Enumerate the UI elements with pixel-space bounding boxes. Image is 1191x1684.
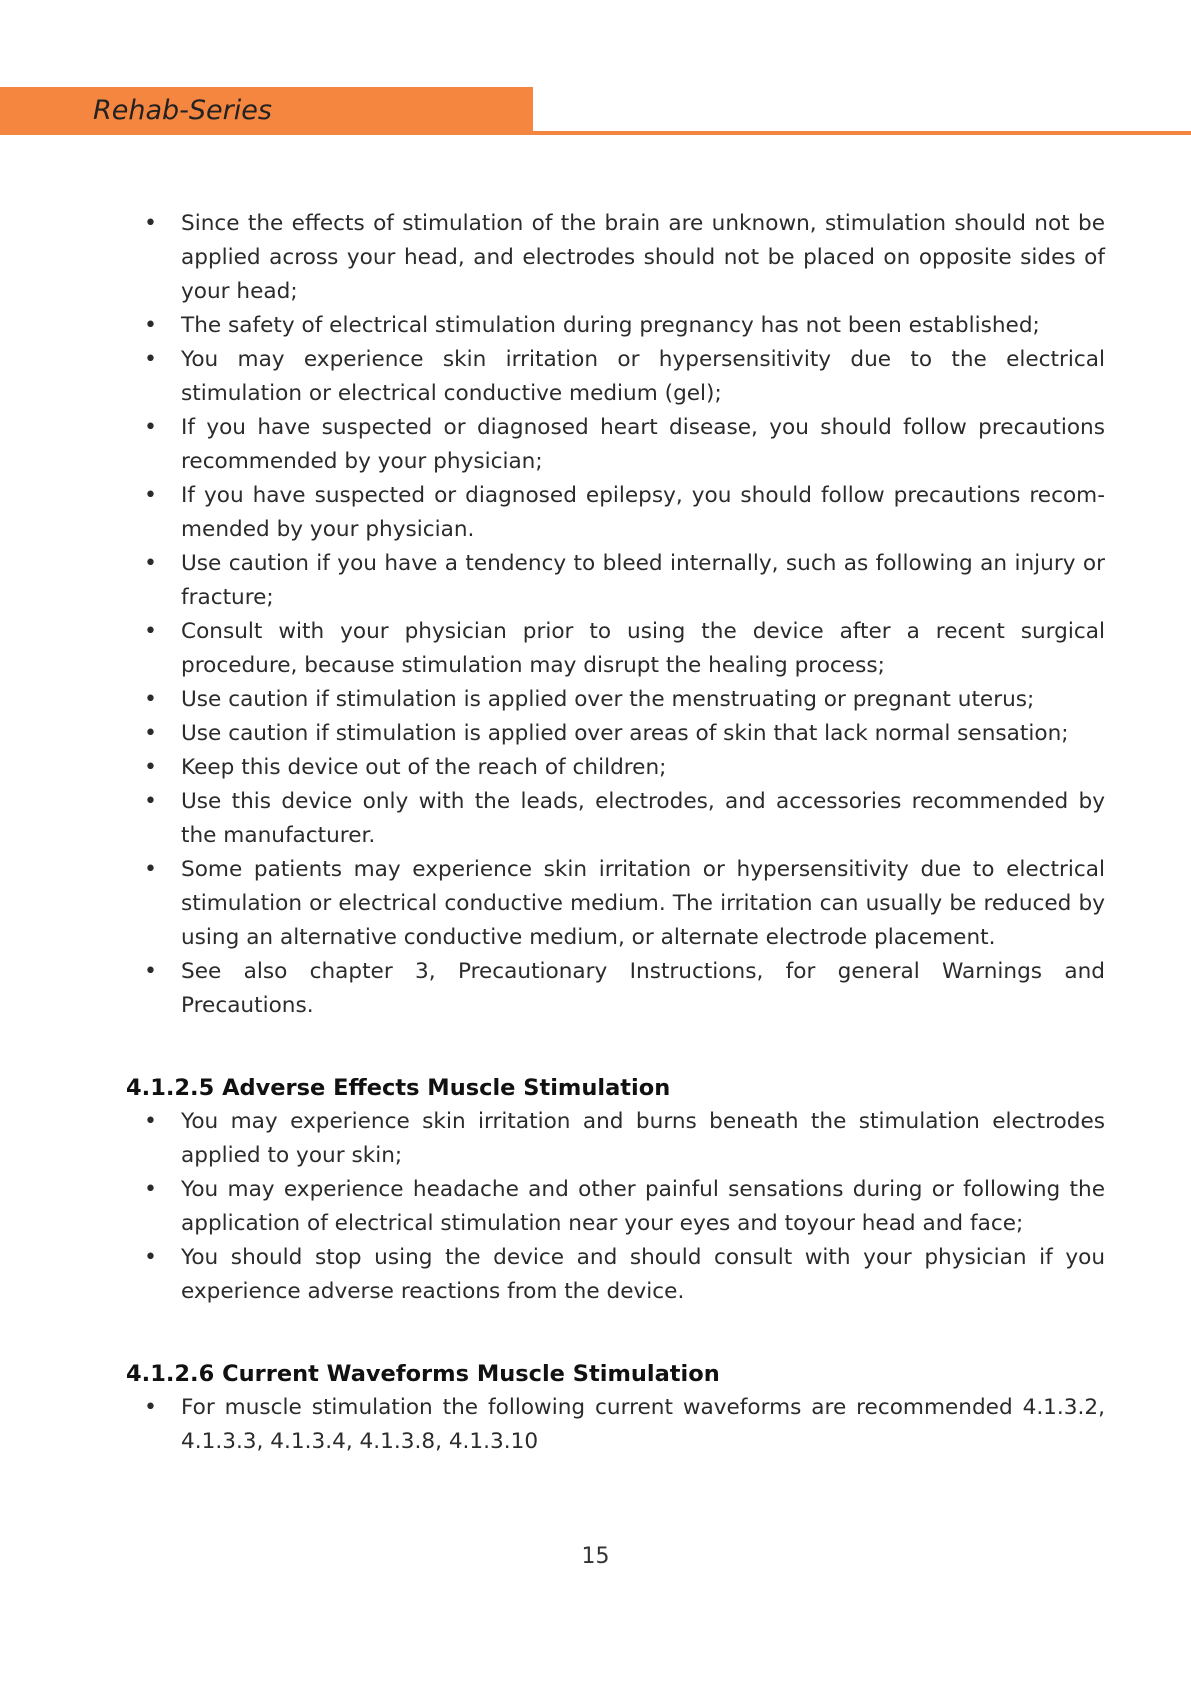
list-item-text: If you have suspected or diagnosed heart disease, you should follow precautions recommended by your physician; (181, 415, 1105, 474)
bullet-icon: • (144, 755, 157, 780)
list-item-text: Use caution if stimulation is applied over the menstruating or pregnant uterus; (181, 687, 1035, 712)
list-item-text: Since the effects of stimulation of the brain are unknown, stimulation should not be applied across your head, and electrodes should not be placed on opposite sides of your head; (181, 211, 1105, 304)
page-number: 15 (581, 1544, 610, 1569)
section-heading-current-waveforms: 4.1.2.6 Current Waveforms Muscle Stimulation (126, 1361, 720, 1387)
list-item (126, 479, 1105, 547)
list-item-text: Use this device only with the leads, electrodes, and accessories recommended by the manufacturer. (181, 789, 1105, 848)
bullet-icon: • (144, 483, 157, 508)
list-item (126, 411, 1105, 479)
bullet-icon: • (144, 211, 157, 236)
list-item (126, 1173, 1105, 1241)
list-item (126, 717, 1105, 751)
list-item (126, 785, 1105, 853)
list-item-text: See also chapter 3, Precautionary Instructions, for general Warnings and Precautions. (181, 959, 1105, 1018)
list-item (126, 1241, 1105, 1309)
section-heading-adverse-effects: 4.1.2.5 Adverse Effects Muscle Stimulation (126, 1075, 671, 1101)
list-item (126, 615, 1105, 683)
list-item-text: Some patients may experience skin irritation or hypersensitivity due to electrical stimulation or electrical conductive medium. The irritation can usually be reduced by using an alternative conductive medium, or alternate electrode placement. (181, 857, 1105, 950)
list-item-text: You may experience skin irritation and burns beneath the stimulation electrodes applied to your skin; (181, 1109, 1105, 1168)
list-item-text: You may experience skin irritation or hypersensitivity due to the electrical stimulation or electrical conductive medium (gel); (181, 347, 1105, 406)
list-item (126, 547, 1105, 615)
list-item (126, 309, 1105, 343)
list-item-text: You may experience headache and other painful sensations during or following the application of electrical stimulation near your eyes and toyour head and face; (181, 1177, 1105, 1236)
list-item-text: For muscle stimulation the following current waveforms are recommended 4.1.3.2, 4.1.3.3, 4.1.3.4, 4.1.3.8, 4.1.3.10 (181, 1395, 1105, 1454)
bullet-icon: • (144, 1109, 157, 1134)
current-waveforms-list (126, 1391, 1105, 1459)
bullet-icon: • (144, 721, 157, 746)
list-item-text: Keep this device out of the reach of children; (181, 755, 667, 780)
list-item-text: Consult with your physician prior to using the device after a recent surgical procedure, because stimulation may disrupt the healing process; (181, 619, 1105, 678)
bullet-icon: • (144, 415, 157, 440)
list-item-text: You should stop using the device and should consult with your physician if you experience adverse reactions from the device. (181, 1245, 1105, 1304)
bullet-icon: • (144, 959, 157, 984)
list-item (126, 207, 1105, 309)
bullet-icon: • (144, 1177, 157, 1202)
list-item (126, 1391, 1105, 1459)
precautions-list (126, 207, 1105, 1023)
bullet-icon: • (144, 551, 157, 576)
bullet-icon: • (144, 619, 157, 644)
header-rule (533, 131, 1191, 135)
bullet-icon: • (144, 857, 157, 882)
list-item (126, 683, 1105, 717)
list-item-text: Use caution if you have a tendency to bleed internally, such as following an injury or fracture; (181, 551, 1105, 610)
series-title: Rehab-Series (93, 95, 272, 126)
list-item (126, 751, 1105, 785)
list-item-text: Use caution if stimulation is applied over areas of skin that lack normal sensation; (181, 721, 1069, 746)
list-item (126, 343, 1105, 411)
adverse-effects-list (126, 1105, 1105, 1309)
list-item (126, 1105, 1105, 1173)
bullet-icon: • (144, 687, 157, 712)
list-item (126, 853, 1105, 955)
list-item-text: The safety of electrical stimulation during pregnancy has not been established; (181, 313, 1040, 338)
bullet-icon: • (144, 1395, 157, 1420)
list-item (126, 955, 1105, 1023)
bullet-icon: • (144, 789, 157, 814)
bullet-icon: • (144, 313, 157, 338)
bullet-icon: • (144, 347, 157, 372)
page-content (126, 207, 1105, 1459)
list-item-text: If you have suspected or diagnosed epilepsy, you should follow precautions recommended by your physician. (181, 483, 1105, 542)
bullet-icon: • (144, 1245, 157, 1270)
